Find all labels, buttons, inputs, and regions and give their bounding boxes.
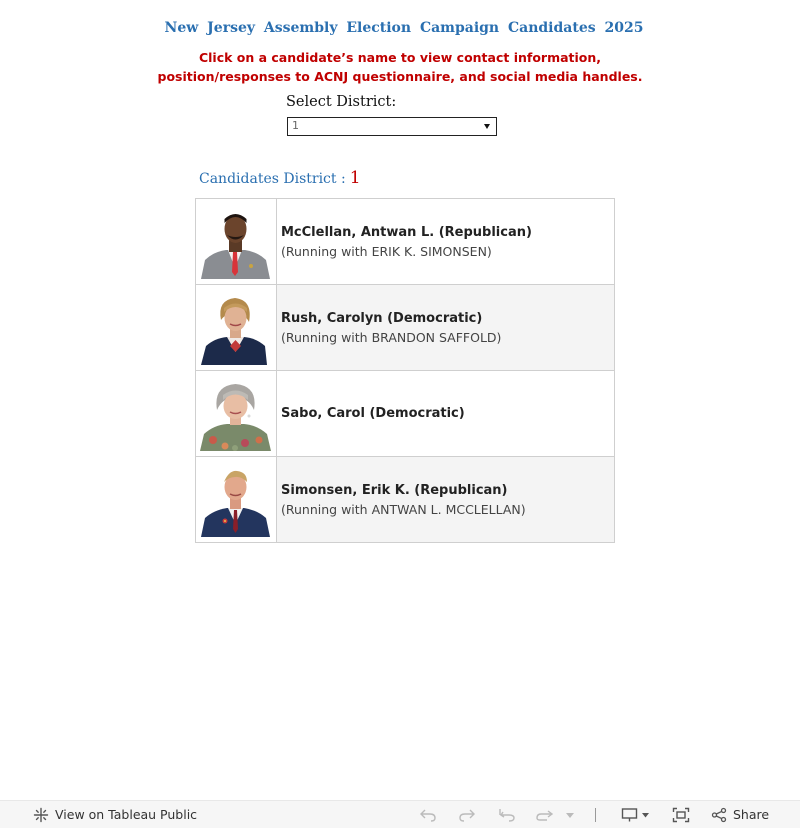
candidate-photo-mcclellan[interactable] [199, 208, 272, 279]
district-select[interactable] [287, 117, 497, 136]
candidate-photo-rush[interactable] [199, 294, 272, 365]
candidate-row[interactable] [196, 457, 614, 543]
redo-icon[interactable] [458, 801, 476, 828]
candidate-info [277, 371, 614, 456]
fullscreen-icon[interactable] [672, 801, 690, 828]
district-select-label: Select District: [286, 94, 397, 110]
candidate-running-mate: (Running with ERIK K. SIMONSEN) [281, 243, 492, 259]
view-on-tableau-public-label: View on Tableau Public [55, 807, 198, 822]
candidate-row[interactable] [196, 285, 614, 371]
share-label: Share [733, 807, 770, 822]
candidate-photo-cell [196, 199, 277, 284]
page-title: New Jersey Assembly Election Campaign Candidates 2025 [164, 20, 644, 36]
toolbar-divider [595, 808, 596, 822]
candidate-info [277, 457, 614, 542]
candidate-photo-simonsen[interactable] [199, 466, 272, 537]
candidate-running-mate: (Running with BRANDON SAFFOLD) [281, 329, 502, 345]
tableau-toolbar [0, 800, 800, 828]
view-on-tableau-public-button[interactable] [33, 801, 197, 828]
refresh-dropdown-chevron-down-icon[interactable] [565, 801, 575, 828]
candidate-row[interactable] [196, 371, 614, 457]
district-number: 1 [349, 168, 361, 188]
share-button[interactable] [711, 801, 769, 828]
share-icon [711, 807, 727, 823]
candidate-photo-cell [196, 285, 277, 370]
candidate-photo-cell [196, 457, 277, 542]
page-instructions: Click on a candidate’s name to view contact information, position/responses to ACNJ questionnaire, and social media handles. [157, 50, 643, 84]
candidate-name-link[interactable]: Rush, Carolyn (Democratic) [281, 310, 483, 326]
candidates-table [195, 198, 615, 543]
candidate-info [277, 285, 614, 370]
candidate-name-link[interactable]: Simonsen, Erik K. (Republican) [281, 482, 508, 498]
candidate-name-link[interactable]: McClellan, Antwan L. (Republican) [281, 224, 532, 240]
candidate-row[interactable] [196, 199, 614, 285]
district-heading [199, 168, 361, 188]
undo-icon[interactable] [419, 801, 437, 828]
district-heading-label: Candidates District : [199, 171, 346, 187]
tableau-logo-icon [33, 807, 49, 823]
chevron-down-icon[interactable] [484, 124, 490, 129]
candidate-photo-sabo[interactable] [199, 380, 272, 451]
candidate-name-link[interactable]: Sabo, Carol (Democratic) [281, 406, 465, 421]
presentation-icon[interactable] [621, 801, 651, 828]
candidate-info [277, 199, 614, 284]
candidate-photo-cell [196, 371, 277, 456]
refresh-icon[interactable] [535, 801, 553, 828]
district-select-value: 1 [292, 119, 299, 132]
candidate-running-mate: (Running with ANTWAN L. MCCLELLAN) [281, 501, 526, 517]
revert-icon[interactable] [498, 801, 516, 828]
